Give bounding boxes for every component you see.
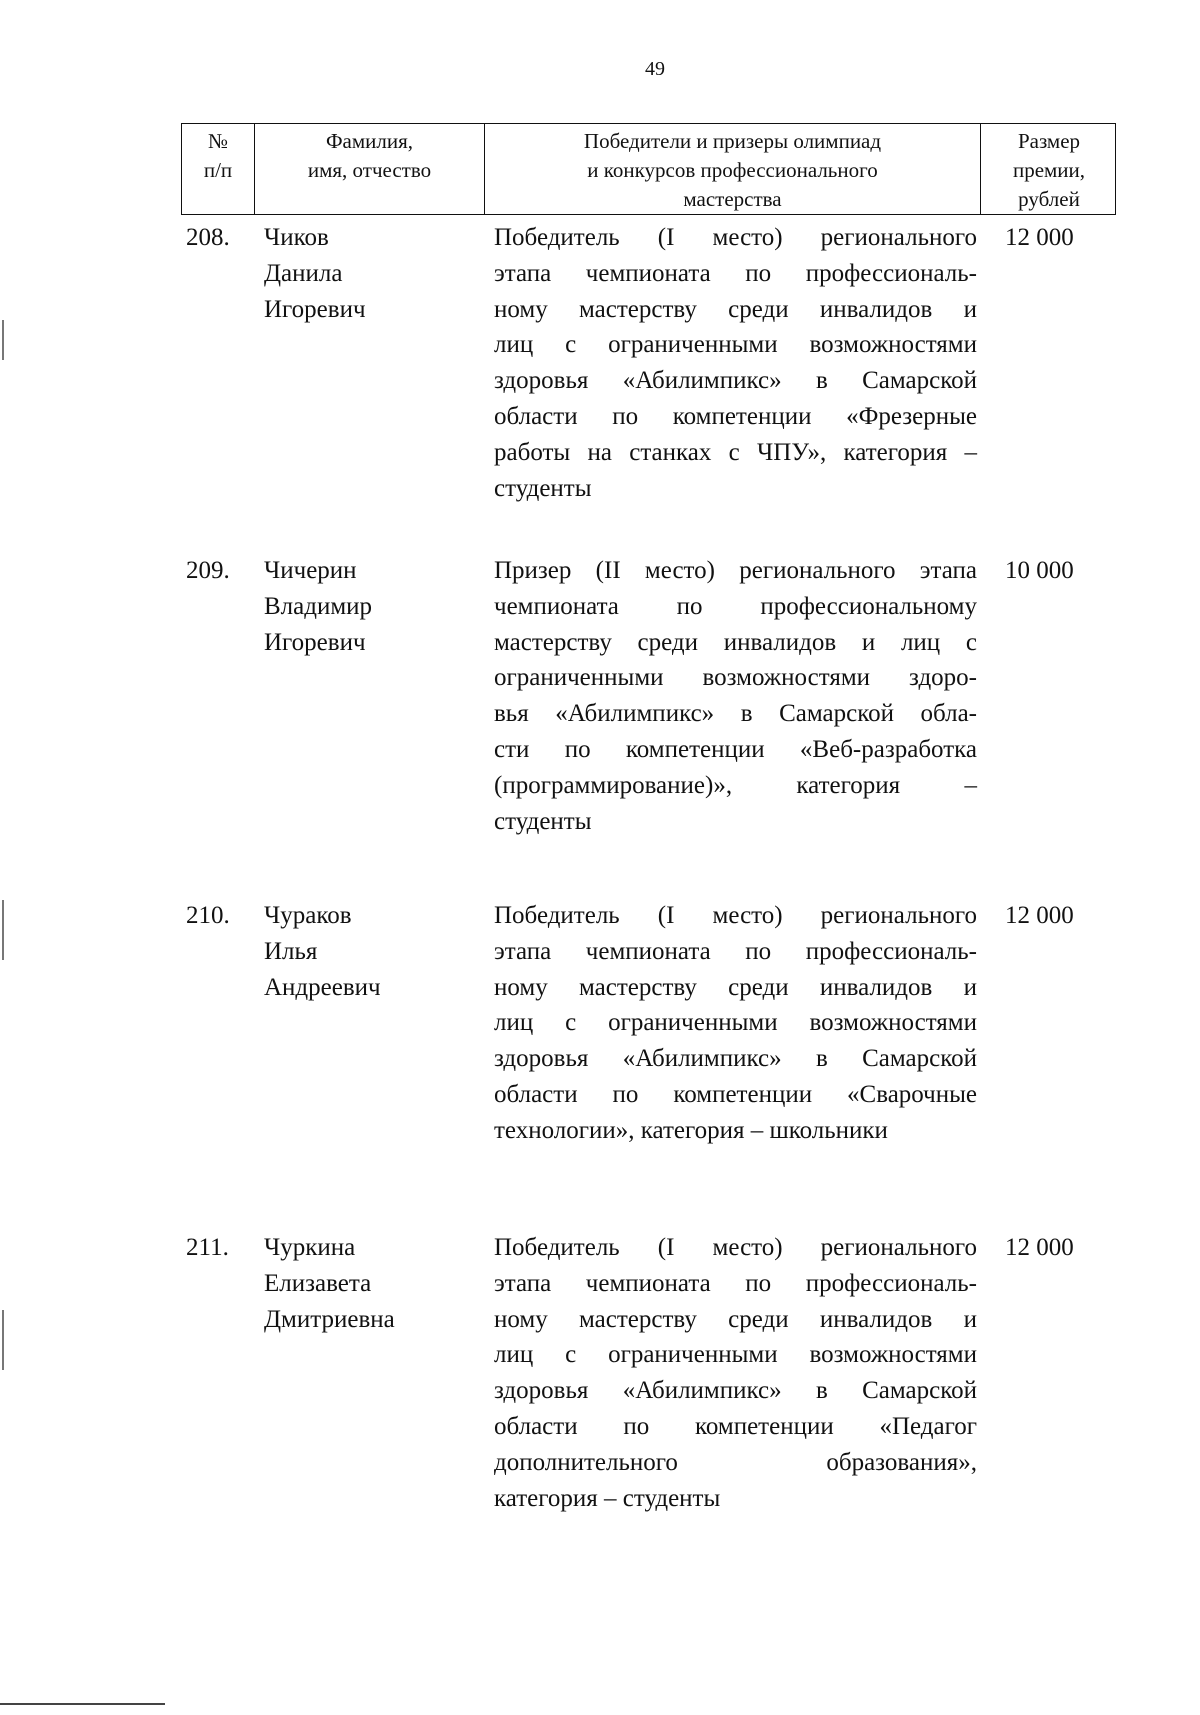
surname: Чиков (264, 224, 329, 251)
scan-bottom-rule (0, 1703, 165, 1705)
description-line: лиц с ограниченными возможностями (494, 1009, 977, 1037)
achievement-description (494, 220, 977, 506)
description-line: категория – студенты (494, 1484, 721, 1512)
page-number: 49 (645, 58, 665, 80)
patronymic: Дмитриевна (264, 1306, 395, 1333)
description-line: Победитель (I место) регионального (494, 902, 977, 929)
description-line: здоровья «Абилимпикс» в Самарской (494, 367, 977, 395)
surname: Чураков (264, 902, 352, 929)
surname: Чуркина (264, 1234, 356, 1261)
description-line: здоровья «Абилимпикс» в Самарской (494, 1045, 977, 1073)
patronymic: Игоревич (264, 629, 366, 656)
description-line: Победитель (I место) регионального (494, 1234, 977, 1261)
description-line: студенты (494, 807, 592, 835)
award-amount: 10 000 (1005, 557, 1074, 584)
award-amount: 12 000 (1005, 902, 1074, 929)
achievement-description (494, 1230, 977, 1516)
description-line: дополнительного образования», (494, 1448, 977, 1476)
first-name: Илья (264, 938, 318, 965)
header-achievement: Победители и призеры олимпиад и конкурсов профессионального мастерства (485, 124, 981, 214)
description-line: этапа чемпионата по профессиональ- (494, 937, 977, 965)
description-line: работы на станках с ЧПУ», категория – (494, 438, 977, 466)
first-name: Владимир (264, 593, 373, 620)
header-amount: Размер премии, рублей (1012, 129, 1086, 211)
first-name: Елизавета (264, 1270, 372, 1297)
description-line: ному мастерству среди инвалидов и (494, 973, 977, 1001)
description-line: здоровья «Абилимпикс» в Самарской (494, 1377, 977, 1405)
description-line: Призер (II место) регионального этапа (494, 557, 977, 584)
description-line: Победитель (I место) регионального (494, 224, 977, 251)
description-line: области по компетенции «Педагог (494, 1412, 977, 1440)
description-line: лиц с ограниченными возможностями (494, 331, 977, 359)
person-name (264, 1230, 464, 1338)
header-number: № п/п (182, 124, 255, 214)
patronymic: Андреевич (264, 974, 381, 1001)
description-line: области по компетенции «Фрезерные (494, 402, 977, 430)
description-line: сти по компетенции «Веб-разработка (494, 735, 977, 763)
description-line: лиц с ограниченными возможностями (494, 1341, 977, 1369)
patronymic: Игоревич (264, 296, 366, 323)
surname: Чичерин (264, 557, 357, 584)
description-line: студенты (494, 474, 592, 502)
description-line: этапа чемпионата по профессиональ- (494, 259, 977, 287)
row-number: 210. (186, 902, 230, 929)
description-line: технологии», категория – школьники (494, 1116, 888, 1144)
row-number: 211. (186, 1234, 229, 1261)
description-line: чемпионата по профессиональному (494, 592, 977, 620)
description-line: мастерству среди инвалидов и лиц с (494, 628, 977, 656)
person-name (264, 898, 464, 1006)
scan-margin-marks (0, 0, 8, 1715)
description-line: этапа чемпионата по профессиональ- (494, 1269, 977, 1297)
row-number: 208. (186, 224, 230, 251)
description-line: вья «Абилимпикс» в Самарской обла- (494, 700, 977, 728)
description-line: (программирование)», категория – (494, 771, 977, 799)
header-name: Фамилия, имя, отчество (255, 124, 485, 214)
description-line: области по компетенции «Сварочные (494, 1080, 977, 1108)
award-amount: 12 000 (1005, 224, 1074, 251)
table-header (181, 123, 1116, 215)
person-name (264, 553, 464, 661)
row-number: 209. (186, 557, 230, 584)
person-name (264, 220, 464, 328)
description-line: ному мастерству среди инвалидов и (494, 295, 977, 323)
award-amount: 12 000 (1005, 1234, 1074, 1261)
achievement-description (494, 898, 977, 1149)
description-line: ному мастерству среди инвалидов и (494, 1305, 977, 1333)
first-name: Данила (264, 260, 343, 287)
description-line: ограниченными возможностями здоро- (494, 664, 977, 692)
achievement-description (494, 553, 977, 839)
